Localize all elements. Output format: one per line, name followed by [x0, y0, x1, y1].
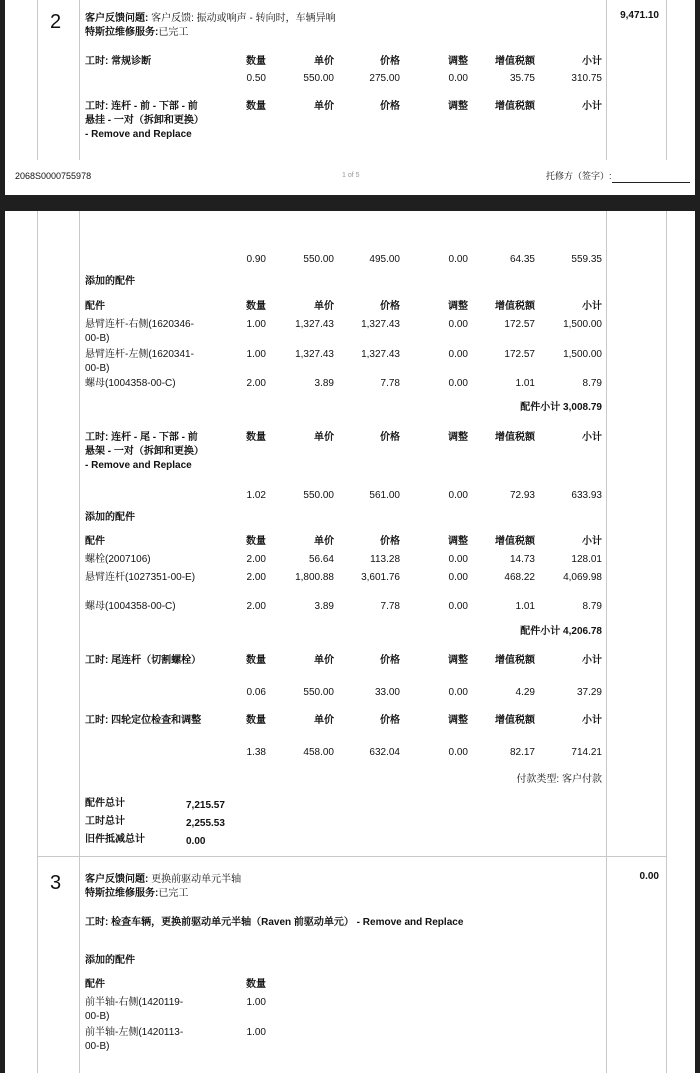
labor-adjust: 0.00	[448, 73, 468, 84]
col-vat-header: 增值税额	[495, 56, 535, 67]
labor-adjust: 0.00	[448, 687, 468, 698]
col-price-header: 价格	[380, 536, 400, 547]
col-subtotal-header: 小计	[582, 715, 602, 726]
labor-unit: 550.00	[303, 490, 334, 501]
col-price-header: 价格	[380, 301, 400, 312]
total-label: 配件总计	[85, 798, 125, 809]
parts-header-name: 配件	[85, 979, 105, 990]
labor-price: 275.00	[369, 73, 400, 84]
service-line	[85, 887, 188, 901]
labor-unit: 550.00	[303, 73, 334, 84]
parts-added-label: 添加的配件	[85, 276, 135, 287]
complaint-text: 更换前驱动单元半轴	[151, 874, 242, 885]
col-qty-header: 数量	[246, 101, 266, 112]
labor-title: 工时: 连杆 - 尾 - 下部 - 前悬架 - 一对（拆卸和更换） - Remove and Replace	[85, 432, 204, 471]
part-subtotal: 1,500.00	[563, 319, 602, 330]
parts-header-name: 配件	[85, 536, 105, 547]
document-code: 2068S0000755978	[15, 171, 92, 181]
payment-type: 付款类型: 客户付款	[516, 774, 602, 785]
part-price: 7.78	[380, 601, 400, 612]
labor-title: 工时: 常规诊断	[85, 56, 152, 67]
column-divider	[666, 211, 667, 1073]
labor-adjust: 0.00	[448, 747, 468, 758]
part-qty: 2.00	[246, 378, 266, 389]
col-price-header: 价格	[380, 101, 400, 112]
part-name: 前半轴-右侧(1420119-00-B)	[85, 997, 184, 1022]
col-subtotal-header: 小计	[582, 56, 602, 67]
item-total: 0.00	[639, 871, 659, 882]
column-divider	[606, 211, 607, 1073]
col-qty-header: 数量	[246, 655, 266, 666]
col-vat-header: 增值税额	[495, 655, 535, 666]
col-subtotal-header: 小计	[582, 655, 602, 666]
signature-blank	[612, 172, 690, 183]
total-label: 工时总计	[85, 816, 125, 827]
col-price-header: 价格	[380, 715, 400, 726]
col-unit-header: 单价	[314, 432, 334, 443]
complaint-text: 客户反馈: 振动或响声 - 转向时，车辆异响	[151, 13, 336, 24]
part-subtotal: 4,069.98	[563, 572, 602, 583]
part-unit: 3.89	[314, 601, 334, 612]
part-name: 悬臂连杆-左侧(1620341-00-B)	[85, 349, 194, 374]
labor-adjust: 0.00	[448, 490, 468, 501]
part-price: 3,601.76	[361, 572, 400, 583]
col-subtotal-header: 小计	[582, 432, 602, 443]
part-price: 113.28	[370, 554, 400, 565]
part-price: 1,327.43	[361, 349, 400, 360]
col-vat-header: 增值税额	[495, 536, 535, 547]
col-adjust-header: 调整	[448, 715, 468, 726]
col-adjust-header: 调整	[448, 301, 468, 312]
col-price-header: 价格	[380, 432, 400, 443]
part-unit: 3.89	[314, 378, 334, 389]
complaint-line	[85, 873, 241, 887]
row-divider	[37, 856, 667, 857]
part-vat: 1.01	[515, 601, 535, 612]
col-qty-header: 数量	[246, 715, 266, 726]
labor-subtotal: 310.75	[571, 73, 602, 84]
part-subtotal: 128.01	[571, 554, 602, 565]
part-name: 螺栓(2007106)	[85, 554, 151, 565]
part-unit: 1,800.88	[295, 572, 334, 583]
labor-vat: 64.35	[509, 254, 535, 265]
labor-vat: 4.29	[515, 687, 535, 698]
part-name: 螺母(1004358-00-C)	[85, 378, 176, 389]
labor-adjust: 0.00	[448, 254, 468, 265]
labor-subtotal: 633.93	[571, 490, 602, 501]
labor-qty: 1.38	[246, 747, 266, 758]
part-name: 前半轴-左侧(1420113-00-B)	[85, 1027, 184, 1052]
labor-subtotal: 559.35	[571, 254, 602, 265]
column-divider	[606, 0, 607, 160]
part-unit: 1,327.43	[295, 349, 334, 360]
part-adjust: 0.00	[448, 319, 468, 330]
col-unit-header: 单价	[314, 536, 334, 547]
parts-added-label: 添加的配件	[85, 955, 135, 966]
labor-qty: 0.06	[246, 687, 266, 698]
complaint-label: 客户反馈问题:	[85, 874, 149, 885]
part-name: 螺母(1004358-00-C)	[85, 601, 176, 612]
total-value: 0.00	[186, 836, 206, 847]
parts-subtotal: 配件小计 4,206.78	[520, 626, 602, 637]
col-vat-header: 增值税额	[495, 101, 535, 112]
labor-subtotal: 714.21	[571, 747, 602, 758]
part-vat: 172.57	[504, 319, 535, 330]
part-subtotal: 1,500.00	[563, 349, 602, 360]
service-label: 特斯拉维修服务:	[85, 888, 159, 899]
item-total: 9,471.10	[620, 10, 659, 21]
column-divider	[79, 211, 80, 1073]
service-status: 已完工	[158, 888, 189, 899]
part-qty: 1.00	[246, 997, 266, 1008]
labor-price: 632.04	[369, 747, 400, 758]
col-adjust-header: 调整	[448, 432, 468, 443]
labor-title: 工时: 尾连杆（切割螺栓）	[85, 655, 202, 666]
part-adjust: 0.00	[448, 572, 468, 583]
part-name: 悬臂连杆-右侧(1620346-00-B)	[85, 319, 194, 344]
col-price-header: 价格	[380, 56, 400, 67]
parts-added-label: 添加的配件	[85, 512, 135, 523]
complaint-line	[85, 12, 336, 26]
part-subtotal: 8.79	[582, 378, 602, 389]
column-divider	[666, 0, 667, 160]
part-qty: 1.00	[246, 349, 266, 360]
col-unit-header: 单价	[314, 301, 334, 312]
col-subtotal-header: 小计	[582, 301, 602, 312]
labor-unit: 458.00	[303, 747, 334, 758]
part-qty: 2.00	[246, 601, 266, 612]
complaint-label: 客户反馈问题:	[85, 13, 149, 24]
labor-title: 工时: 连杆 - 前 - 下部 - 前悬挂 - 一对（拆卸和更换） - Remove and Replace	[85, 101, 204, 140]
total-label: 旧件抵减总计	[85, 834, 145, 845]
part-adjust: 0.00	[448, 378, 468, 389]
labor-unit: 550.00	[303, 687, 334, 698]
col-qty-header: 数量	[246, 432, 266, 443]
part-subtotal: 8.79	[582, 601, 602, 612]
part-vat: 1.01	[515, 378, 535, 389]
col-vat-header: 增值税额	[495, 432, 535, 443]
col-unit-header: 单价	[314, 655, 334, 666]
labor-subtotal: 37.29	[576, 687, 602, 698]
part-qty: 2.00	[246, 554, 266, 565]
part-qty: 1.00	[246, 1027, 266, 1038]
col-vat-header: 增值税额	[495, 715, 535, 726]
document-page-2	[5, 211, 695, 1073]
part-price: 1,327.43	[361, 319, 400, 330]
labor-qty: 0.50	[246, 73, 266, 84]
col-qty-header: 数量	[246, 301, 266, 312]
col-adjust-header: 调整	[448, 56, 468, 67]
item-number: 3	[50, 872, 62, 894]
service-status: 已完工	[158, 27, 189, 38]
total-value: 2,255.53	[186, 818, 225, 829]
labor-title: 工时: 四轮定位检查和调整	[85, 715, 202, 726]
labor-title: 工时: 检查车辆，更换前驱动单元半轴（Raven 前驱动单元） - Remove and Replace	[85, 917, 464, 928]
part-adjust: 0.00	[448, 601, 468, 612]
page-indicator: 1 of 5	[342, 172, 360, 179]
labor-vat: 72.93	[509, 490, 535, 501]
col-qty-header: 数量	[246, 979, 266, 990]
part-qty: 2.00	[246, 572, 266, 583]
labor-price: 561.00	[369, 490, 400, 501]
col-qty-header: 数量	[246, 536, 266, 547]
column-divider	[79, 0, 80, 160]
labor-qty: 1.02	[246, 490, 266, 501]
col-subtotal-header: 小计	[582, 536, 602, 547]
col-unit-header: 单价	[314, 56, 334, 67]
signature-label: 托修方（签字）:	[546, 171, 612, 181]
labor-vat: 82.17	[509, 747, 535, 758]
column-divider	[37, 0, 38, 160]
labor-price: 495.00	[369, 254, 400, 265]
part-unit: 1,327.43	[295, 319, 334, 330]
part-vat: 172.57	[504, 349, 535, 360]
col-price-header: 价格	[380, 655, 400, 666]
service-label: 特斯拉维修服务:	[85, 27, 159, 38]
labor-unit: 550.00	[303, 254, 334, 265]
service-line	[85, 26, 188, 40]
parts-header-name: 配件	[85, 301, 105, 312]
labor-vat: 35.75	[509, 73, 535, 84]
part-adjust: 0.00	[448, 349, 468, 360]
col-subtotal-header: 小计	[582, 101, 602, 112]
signature-line	[546, 169, 690, 183]
col-adjust-header: 调整	[448, 655, 468, 666]
column-divider	[37, 211, 38, 1073]
item-number: 2	[50, 11, 62, 33]
total-value: 7,215.57	[186, 800, 225, 811]
col-unit-header: 单价	[314, 715, 334, 726]
document-page-1	[5, 0, 695, 195]
col-adjust-header: 调整	[448, 101, 468, 112]
part-unit: 56.64	[308, 554, 334, 565]
parts-subtotal: 配件小计 3,008.79	[520, 402, 602, 413]
labor-qty: 0.90	[246, 254, 266, 265]
part-vat: 14.73	[509, 554, 535, 565]
part-adjust: 0.00	[448, 554, 468, 565]
col-qty-header: 数量	[246, 56, 266, 67]
part-name: 悬臂连杆(1027351-00-E)	[85, 572, 196, 583]
part-vat: 468.22	[504, 572, 535, 583]
col-adjust-header: 调整	[448, 536, 468, 547]
labor-price: 33.00	[374, 687, 400, 698]
part-price: 7.78	[380, 378, 400, 389]
part-qty: 1.00	[246, 319, 266, 330]
col-unit-header: 单价	[314, 101, 334, 112]
col-vat-header: 增值税额	[495, 301, 535, 312]
